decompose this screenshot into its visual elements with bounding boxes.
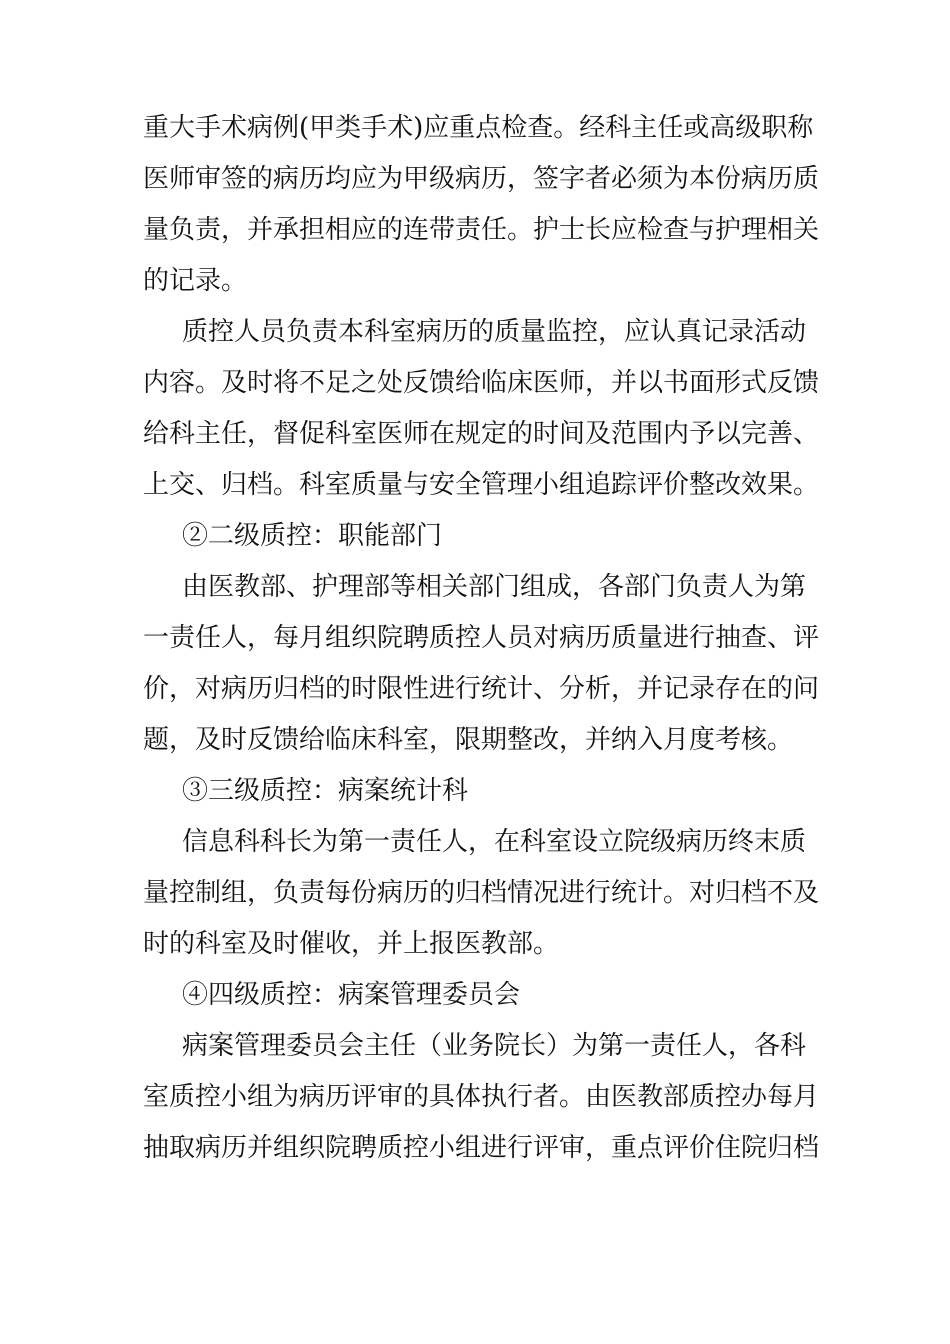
text-line: 量控制组，负责每份病历的归档情况进行统计。对归档不及	[143, 878, 820, 908]
body-text	[143, 103, 823, 1174]
text-line: 由医教部、护理部等相关部门组成，各部门负责人为第	[182, 572, 807, 602]
text-line: 重大手术病例(甲类手术)应重点检查。经科主任或高级职称	[143, 113, 814, 143]
text-line: 的记录。	[143, 266, 248, 296]
text-line: 医师审签的病历均应为甲级病历，签字者必须为本份病历质	[143, 164, 820, 194]
text-line: 病案管理委员会主任（业务院长）为第一责任人，各科	[182, 1031, 807, 1061]
text-line: 价，对病历归档的时限性进行统计、分析，并记录存在的问	[143, 674, 820, 704]
text-line: 室质控小组为病历评审的具体执行者。由医教部质控办每月	[143, 1082, 820, 1112]
text-line: 质控人员负责本科室病历的质量监控，应认真记录活动	[182, 317, 807, 347]
text-line: 信息科科长为第一责任人，在科室设立院级病历终末质	[182, 827, 807, 857]
text-line: 抽取病历并组织院聘质控小组进行评审，重点评价住院归档	[143, 1133, 820, 1163]
section-heading: ③三级质控：病案统计科	[182, 776, 469, 806]
text-line: 量负责，并承担相应的连带责任。护士长应检查与护理相关	[143, 215, 820, 245]
text-line: 内容。及时将不足之处反馈给临床医师，并以书面形式反馈	[143, 368, 820, 398]
section-heading: ④四级质控：病案管理委员会	[182, 980, 521, 1010]
text-line: 上交、归档。科室质量与安全管理小组追踪评价整改效果。	[143, 470, 820, 500]
text-line: 时的科室及时催收，并上报医教部。	[143, 929, 560, 959]
text-line: 题，及时反馈给临床科室，限期整改，并纳入月度考核。	[143, 725, 794, 755]
text-line: 一责任人，每月组织院聘质控人员对病历质量进行抽查、评	[143, 623, 820, 653]
text-line: 给科主任，督促科室医师在规定的时间及范围内予以完善、	[143, 419, 820, 449]
section-heading: ②二级质控：职能部门	[182, 521, 443, 551]
